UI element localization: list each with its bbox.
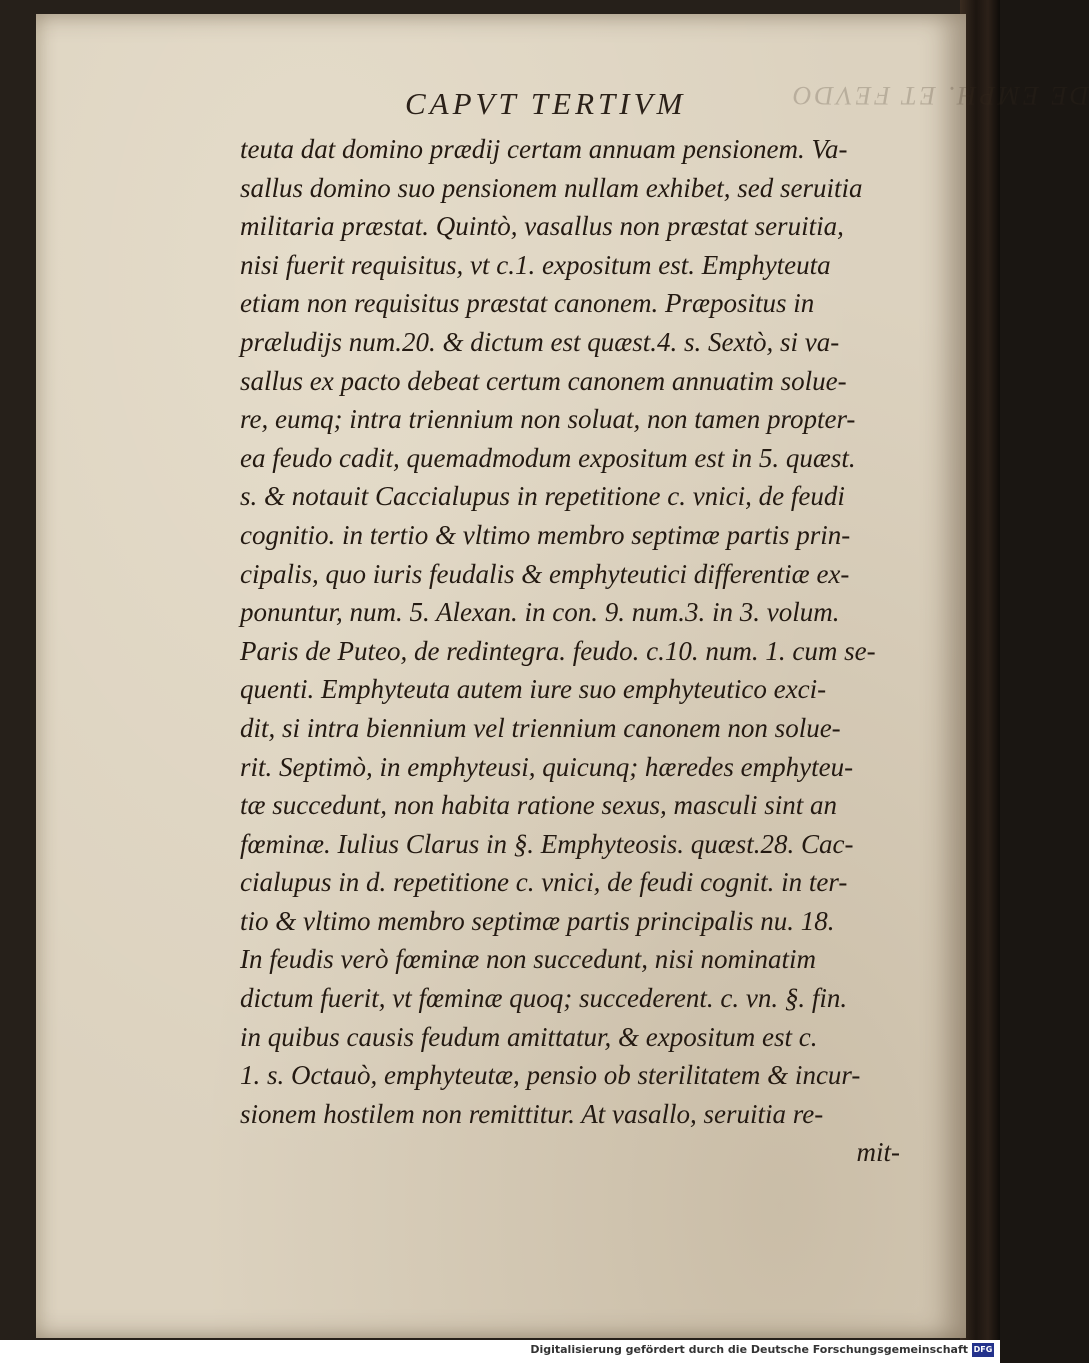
text-line: s. & notauit Caccialupus in repetitione c. vnici, de feudi	[240, 481, 845, 512]
text-line: etiam non requisitus præstat canonem. Præpositus in	[240, 288, 815, 319]
running-header: CAPVT TERTIVM	[405, 86, 687, 121]
text-line: quenti. Emphyteuta autem iure suo emphyteutico exci-	[240, 674, 827, 705]
funding-caption: Digitalisierung gefördert durch die Deutsche Forschungsgemeinschaft	[530, 1343, 968, 1356]
text-line: cialupus in d. repetitione c. vnici, de feudi cognit. in ter-	[240, 867, 848, 898]
book-edge	[960, 0, 1000, 1340]
text-line: re, eumq; intra triennium non soluat, non tamen propter-	[240, 404, 856, 435]
text-line: tæ succedunt, non habita ratione sexus, masculi sint an	[240, 790, 837, 821]
text-line: præludijs num.20. & dictum est quæst.4. s. Sextò, si va-	[240, 326, 840, 357]
body-text	[240, 130, 900, 1172]
text-line: nisi fuerit requisitus, vt c.1. expositum est. Emphyteuta	[240, 249, 831, 280]
text-line: cipalis, quo iuris feudalis & emphyteutici differentiæ ex-	[240, 558, 850, 589]
text-line: fœminæ. Iulius Clarus in §. Emphyteosis. quæst.28. Cac-	[240, 828, 854, 859]
text-line: militaria præstat. Quintò, vasallus non præstat seruitia,	[240, 211, 844, 242]
text-line: teuta dat domino prædij certam annuam pensionem. Va-	[240, 134, 848, 164]
dfg-logo-icon: DFG	[972, 1343, 994, 1357]
text-line: sallus domino suo pensionem nullam exhibet, sed seruitia	[240, 172, 863, 203]
text-line: sallus ex pacto debeat certum canonem annuatim solue-	[240, 365, 847, 396]
text-line: In feudis verò fœminæ non succedunt, nisi nominatim	[240, 944, 816, 975]
catchword: mit-	[856, 1137, 900, 1168]
text-line: sionem hostilem non remittitur. At vasallo, seruitia re-	[240, 1098, 824, 1129]
text-line: dit, si intra biennium vel triennium canonem non solue-	[240, 712, 841, 743]
text-line: ea feudo cadit, quemadmodum expositum est in 5. quæst.	[240, 442, 856, 473]
text-line: 1. s. Octauò, emphyteutæ, pensio ob sterilitatem & incur-	[240, 1060, 861, 1091]
text-line: rit. Septimò, in emphyteusi, quicunq; hæredes emphyteu-	[240, 751, 854, 782]
text-line: Paris de Puteo, de redintegra. feudo. c.10. num. 1. cum se-	[240, 635, 876, 666]
text-line: cognitio. in tertio & vltimo membro septimæ partis prin-	[240, 519, 851, 550]
bleed-through-text: DE EMPH. ET FEVDO	[790, 81, 1089, 110]
text-line: tio & vltimo membro septimæ partis principalis nu. 18.	[240, 905, 835, 936]
text-line: ponuntur, num. 5. Alexan. in con. 9. num.3. in 3. volum.	[240, 597, 840, 628]
text-line: in quibus causis feudum amittatur, & expositum est c.	[240, 1021, 818, 1052]
text-line: dictum fuerit, vt fœminæ quoq; succederent. c. vn. §. fin.	[240, 983, 848, 1014]
